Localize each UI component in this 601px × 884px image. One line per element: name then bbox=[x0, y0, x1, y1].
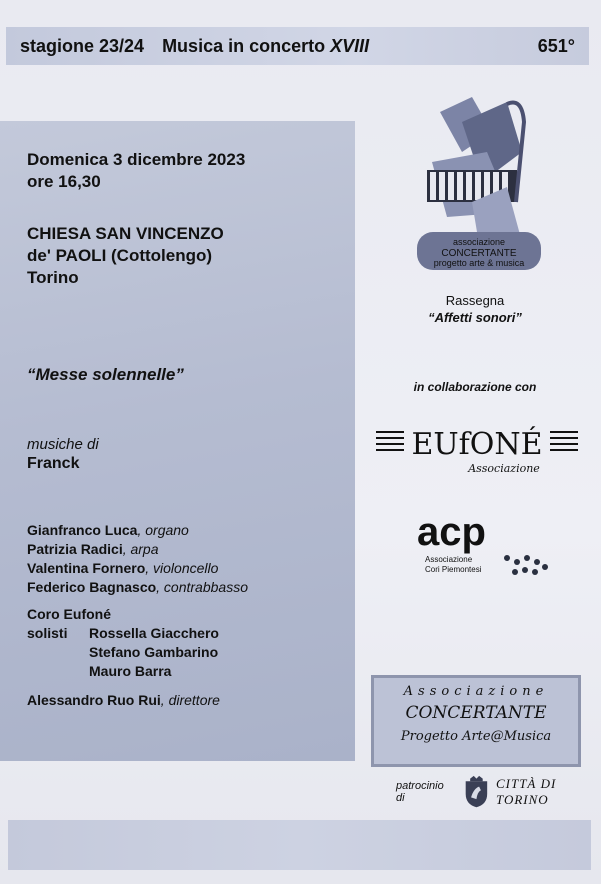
acp-logo bbox=[415, 510, 565, 580]
logo1-line1: associazione bbox=[452, 237, 506, 247]
performer: Valentina Fornero, violoncello bbox=[27, 560, 219, 576]
acp-sub1: Associazione bbox=[425, 555, 473, 564]
eufone-logo bbox=[374, 412, 580, 482]
header-bar bbox=[6, 27, 589, 65]
performer: Gianfranco Luca, organo bbox=[27, 522, 189, 538]
event-panel bbox=[0, 121, 355, 761]
performer: Federico Bagnasco, contrabbasso bbox=[27, 579, 248, 595]
event-date: Domenica 3 dicembre 2023 bbox=[27, 150, 246, 169]
acp-name: acp bbox=[417, 510, 486, 554]
event-time: ore 16,30 bbox=[27, 172, 101, 191]
season-label: stagione 23/24 bbox=[20, 35, 145, 56]
concert-title: “Messe solennelle” bbox=[27, 365, 184, 384]
patronage bbox=[396, 772, 601, 812]
performers-list bbox=[27, 521, 355, 597]
eufone-sub: Associazione bbox=[468, 462, 540, 475]
badge-line3: Progetto Arte@Musica bbox=[400, 729, 552, 744]
torino-crest-icon bbox=[463, 774, 490, 810]
rassegna-label: Rassegna bbox=[445, 293, 505, 308]
collaboration-label: in collaborazione con bbox=[413, 380, 537, 394]
series-title: Musica in concerto XVIII bbox=[162, 35, 370, 56]
badge-line1: Associazione bbox=[403, 684, 549, 699]
soloist: Rossella Giacchero bbox=[89, 625, 219, 641]
rassegna-block bbox=[380, 292, 570, 326]
composer: Franck bbox=[27, 455, 80, 472]
performer: Patrizia Radici, arpa bbox=[27, 541, 159, 557]
rassegna-title: “Affetti sonori” bbox=[428, 310, 522, 325]
music-label: musiche di bbox=[27, 436, 99, 453]
concertante-badge bbox=[371, 675, 581, 767]
choir-block bbox=[27, 605, 355, 681]
venue-line1: CHIESA SAN VINCENZO bbox=[27, 224, 224, 243]
badge-line2: CONCERTANTE bbox=[405, 703, 547, 723]
soloist: Stefano Gambarino bbox=[89, 644, 219, 660]
choir-name: Coro Eufoné bbox=[27, 606, 111, 622]
acp-sub2: Cori Piemontesi bbox=[425, 565, 482, 574]
venue-line2: de' PAOLI (Cottolengo) bbox=[27, 246, 213, 265]
director: Alessandro Ruo Rui, direttore bbox=[27, 692, 220, 708]
concertante-logo bbox=[412, 92, 546, 274]
eufone-name: EUfONÉ bbox=[411, 427, 543, 462]
soloists-label: solisti bbox=[27, 625, 68, 641]
soloist: Mauro Barra bbox=[89, 663, 172, 679]
footer-bar bbox=[8, 820, 591, 870]
logo1-line3: progetto arte & musica bbox=[433, 258, 525, 268]
venue-city: Torino bbox=[27, 268, 79, 287]
patronage-label: patrocinio di bbox=[396, 780, 444, 804]
concert-number: 651° bbox=[537, 35, 575, 56]
logo1-line2: CONCERTANTE bbox=[441, 248, 517, 259]
citta-di-torino: CITTÀ DI TORINO bbox=[495, 776, 557, 807]
series-roman: XVIII bbox=[330, 35, 370, 56]
